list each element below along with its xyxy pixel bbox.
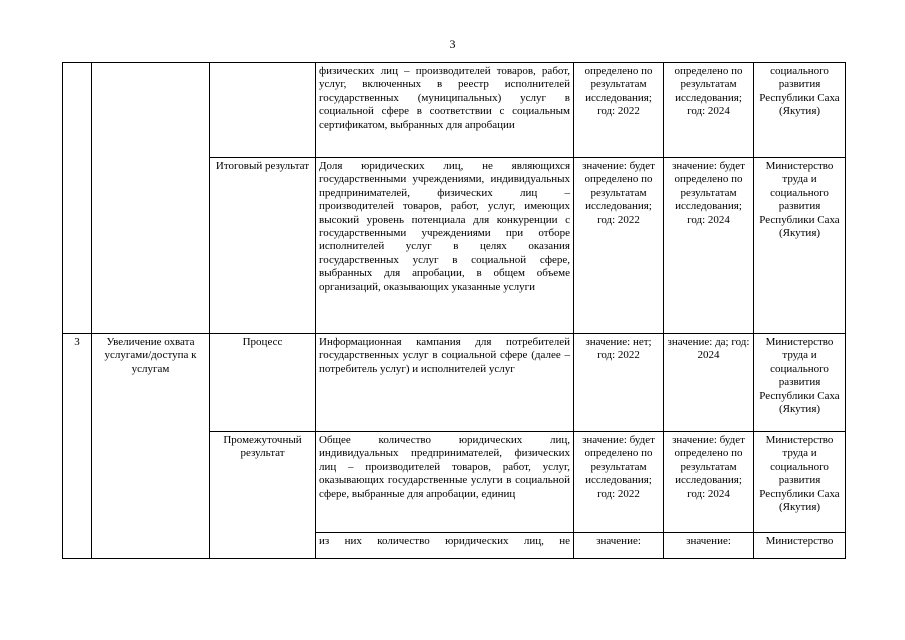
indicator-description-cell: из них количество юридических лиц, не bbox=[316, 533, 574, 559]
responsible-cell: Министерство труда и социального развития Республики Саха (Якутия) bbox=[754, 334, 846, 432]
table-row bbox=[63, 334, 846, 432]
target-value-cell: значение: будет определено по результатам исследования; год: 2024 bbox=[664, 432, 754, 533]
target-value-cell: определено по результатам исследования; год: 2024 bbox=[664, 63, 754, 158]
indicator-description-cell: Доля юридических лиц, не являющихся государственными учреждениями, индивидуальных предпринимателей, физических лиц – производителей товаров, работ, услуг, имеющих высокий уровень потенциала для конкуренции с государственными учреждениями при отборе исполнителей услуг в целях оказания государственных услуг в социальной сфере, выбранных для апробации, в общем объеме организаций, оказывающих указанные услуги bbox=[316, 158, 574, 334]
base-value-cell: значение: будет определено по результатам исследования; год: 2022 bbox=[574, 432, 664, 533]
target-value-cell: значение: bbox=[664, 533, 754, 559]
target-value-cell: значение: будет определено по результатам исследования; год: 2024 bbox=[664, 158, 754, 334]
base-value-cell: значение: bbox=[574, 533, 664, 559]
indicator-description-cell: физических лиц – производителей товаров, работ, услуг, включенных в реестр исполнителей государственных (муниципальных) услуг в социальной сфере в соответствии с социальным сертификатом, выбранных для апробации bbox=[316, 63, 574, 158]
base-value-cell: значение: будет определено по результатам исследования; год: 2022 bbox=[574, 158, 664, 334]
target-value-cell: значение: да; год: 2024 bbox=[664, 334, 754, 432]
responsible-cell: Министерство труда и социального развития Республики Саха (Якутия) bbox=[754, 432, 846, 533]
result-type-cell: Процесс bbox=[210, 334, 316, 432]
result-type-cell bbox=[210, 63, 316, 158]
base-value-cell: определено по результатам исследования; год: 2022 bbox=[574, 63, 664, 158]
result-type-cell: Промежуточный результат bbox=[210, 432, 316, 559]
indicator-description-cell: Общее количество юридических лиц, индивидуальных предпринимателей, физических лиц – производителей товаров, работ, услуг, оказывающих государственные услуги в социальной сфере, выбранные для апробации, единиц bbox=[316, 432, 574, 533]
responsible-cell: Министерство bbox=[754, 533, 846, 559]
row-number-cell bbox=[63, 63, 92, 334]
indicator-description-cell: Информационная кампания для потребителей государственных услуг в социальной сфере (далее – потребитель услуг) и исполнителей услуг bbox=[316, 334, 574, 432]
responsible-cell: социального развития Республики Саха (Якутия) bbox=[754, 63, 846, 158]
table-row bbox=[63, 63, 846, 158]
page-number: 3 bbox=[449, 37, 456, 51]
result-type-cell: Итоговый результат bbox=[210, 158, 316, 334]
task-cell: Увеличение охвата услугами/доступа к услугам bbox=[92, 334, 210, 559]
row-number-cell: 3 bbox=[63, 334, 92, 559]
indicators-table bbox=[62, 62, 846, 559]
responsible-cell: Министерство труда и социального развития Республики Саха (Якутия) bbox=[754, 158, 846, 334]
base-value-cell: значение: нет; год: 2022 bbox=[574, 334, 664, 432]
task-cell bbox=[92, 63, 210, 334]
